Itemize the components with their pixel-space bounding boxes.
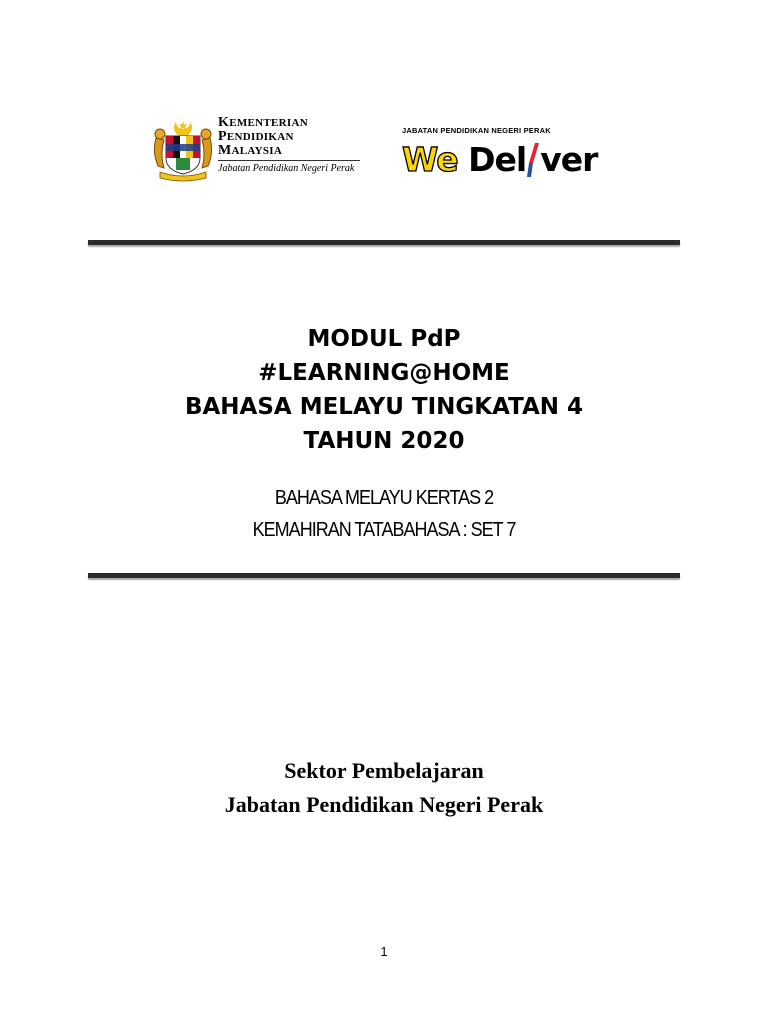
kpm-line-1: KEMENTERIAN	[218, 115, 308, 130]
kpm-line-3: MALAYSIA	[218, 143, 283, 158]
title-line-3: BAHASA MELAYU TINGKATAN 4	[184, 394, 584, 420]
department-name: Jabatan Pendidikan Negeri Perak	[224, 792, 544, 817]
sector-name: Sektor Pembelajaran	[284, 758, 484, 783]
kpm-divider	[218, 160, 360, 161]
logo-row	[0, 112, 768, 192]
wedeliver-wordmark	[402, 140, 597, 180]
subtitle-line-1: BAHASA MELAYU KERTAS 2	[274, 487, 494, 509]
bottom-divider	[88, 573, 680, 578]
wedeliver-ver: ver	[540, 140, 598, 179]
wedeliver-logo	[402, 126, 598, 186]
subtitle-line-2: KEMAHIRAN TATABAHASA : SET 7	[252, 519, 516, 541]
module-title	[0, 322, 768, 458]
malaysia-crest-icon	[152, 118, 214, 182]
kpm-subtitle: Jabatan Pendidikan Negeri Perak	[218, 163, 355, 174]
kpm-logo	[152, 116, 367, 188]
title-line-2: #LEARNING@HOME	[258, 360, 510, 386]
wedeliver-we: We	[402, 140, 458, 179]
kpm-wordmark	[218, 116, 368, 175]
top-divider	[88, 240, 680, 245]
page-number: 1	[380, 944, 388, 959]
title-line-4: TAHUN 2020	[303, 428, 465, 454]
title-line-1: MODUL PdP	[307, 326, 461, 352]
wedeliver-del: Del	[468, 140, 527, 179]
publisher-block	[0, 754, 768, 822]
red-blue-slash-icon	[527, 143, 539, 177]
module-subtitle	[0, 482, 768, 546]
kpm-line-2: PENDIDIKAN	[218, 129, 294, 144]
wedeliver-top-text: JABATAN PENDIDIKAN NEGERI PERAK	[402, 126, 551, 135]
